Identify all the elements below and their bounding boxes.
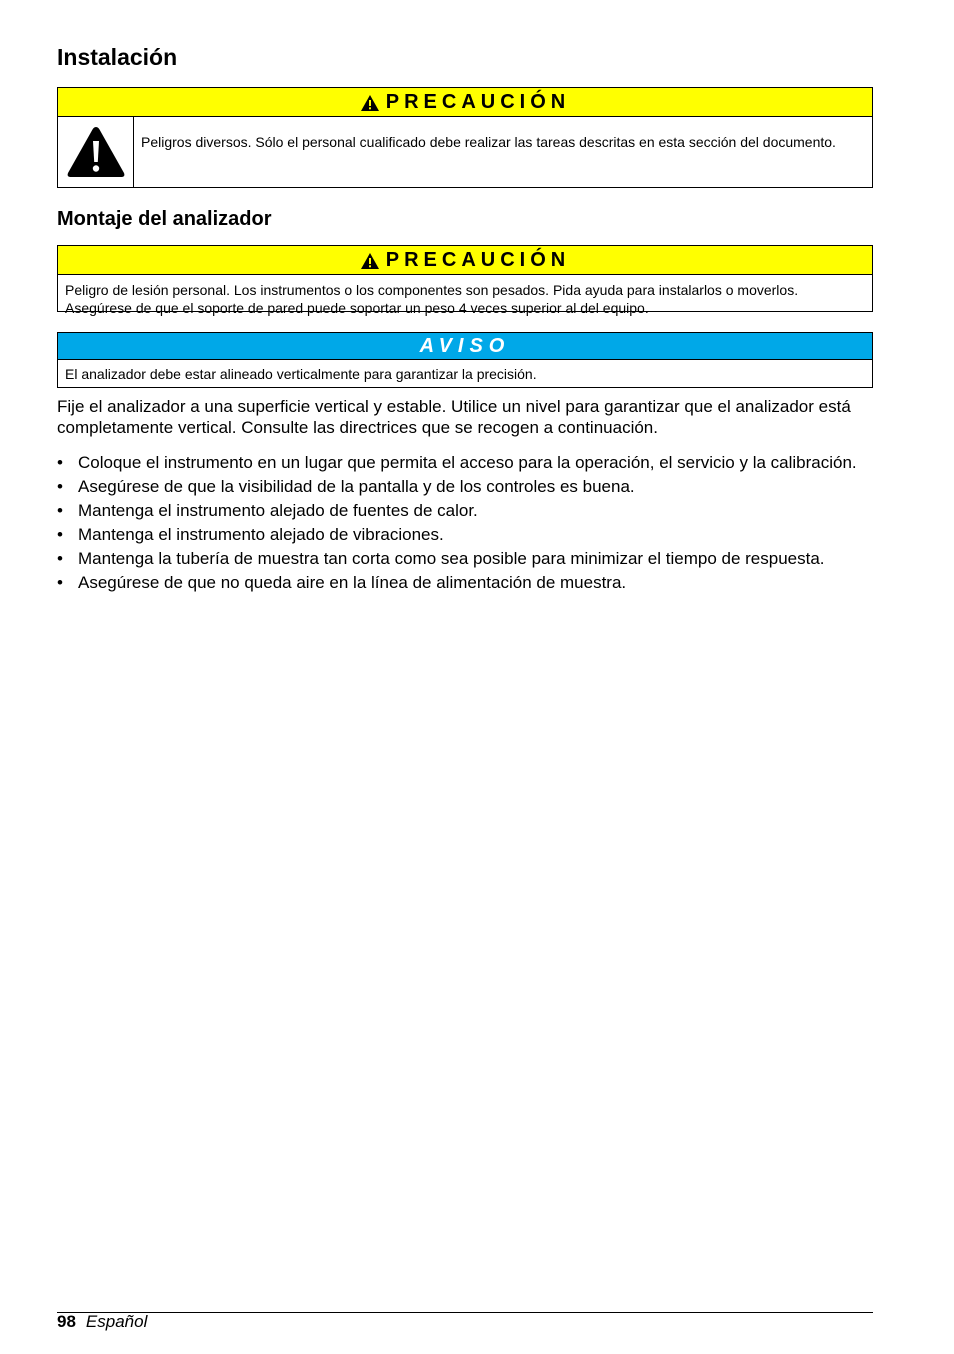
bullet-marker: • — [57, 477, 63, 496]
warning-triangle-icon — [360, 94, 380, 112]
bullet-marker: • — [57, 501, 63, 520]
caution-header — [58, 88, 872, 117]
list-item — [57, 501, 873, 521]
caution-symbol-cell — [58, 117, 134, 187]
caution-box-mounting — [57, 245, 873, 316]
bullet-marker: • — [57, 573, 63, 592]
notice-header — [58, 333, 872, 360]
bullet-marker: • — [57, 453, 63, 472]
list-item-text: Mantenga el instrumento alejado de fuentes de calor. — [78, 501, 478, 520]
notice-box — [57, 332, 873, 388]
caution-header-label: PRECAUCIÓN — [385, 248, 571, 271]
list-item — [57, 525, 873, 545]
caution-text: Peligro de lesión personal. Los instrumentos o los componentes son pesados. Pida ayuda para instalarlos o moverlos. Asegúrese de que el soporte de pared puede soportar un peso 4 veces superior al del equipo. — [65, 282, 799, 316]
notice-header-label: AVISO — [419, 334, 511, 357]
list-item-text: Mantenga la tubería de muestra tan corta como sea posible para minimizar el tiempo de respuesta. — [78, 549, 825, 568]
page-footer — [57, 1312, 147, 1332]
footer-divider — [57, 1312, 873, 1313]
guidelines-list — [57, 453, 873, 597]
caution-box-general — [57, 87, 873, 188]
bullet-marker: • — [57, 525, 63, 544]
warning-triangle-icon — [65, 124, 127, 180]
footer-language: Español — [85, 1312, 148, 1331]
list-item-text: Asegúrese de que no queda aire en la línea de alimentación de muestra. — [78, 573, 627, 592]
caution-header-label: PRECAUCIÓN — [385, 90, 571, 113]
list-item — [57, 453, 873, 473]
list-item-text: Asegúrese de que la visibilidad de la pantalla y de los controles es buena. — [78, 477, 635, 496]
caution-header — [58, 246, 872, 275]
intro-paragraph: Fije el analizador a una superficie vertical y estable. Utilice un nivel para garantizar que el analizador está completamente vertical. Consulte las directrices que se recogen a continuación. — [57, 397, 851, 437]
section-title: Instalación — [57, 44, 178, 70]
caution-text: Peligros diversos. Sólo el personal cualificado debe realizar las tareas descritas en esta sección del documento. — [141, 134, 836, 150]
warning-triangle-icon — [360, 252, 380, 270]
bullet-marker: • — [57, 549, 63, 568]
list-item-text: Mantenga el instrumento alejado de vibraciones. — [78, 525, 444, 544]
list-item-text: Coloque el instrumento en un lugar que permita el acceso para la operación, el servicio y la calibración. — [78, 453, 857, 472]
page-number: 98 — [57, 1312, 76, 1331]
subsection-title: Montaje del analizador — [57, 208, 272, 230]
list-item — [57, 549, 873, 569]
notice-text: El analizador debe estar alineado verticalmente para garantizar la precisión. — [65, 366, 537, 382]
list-item — [57, 573, 873, 593]
list-item — [57, 477, 873, 497]
